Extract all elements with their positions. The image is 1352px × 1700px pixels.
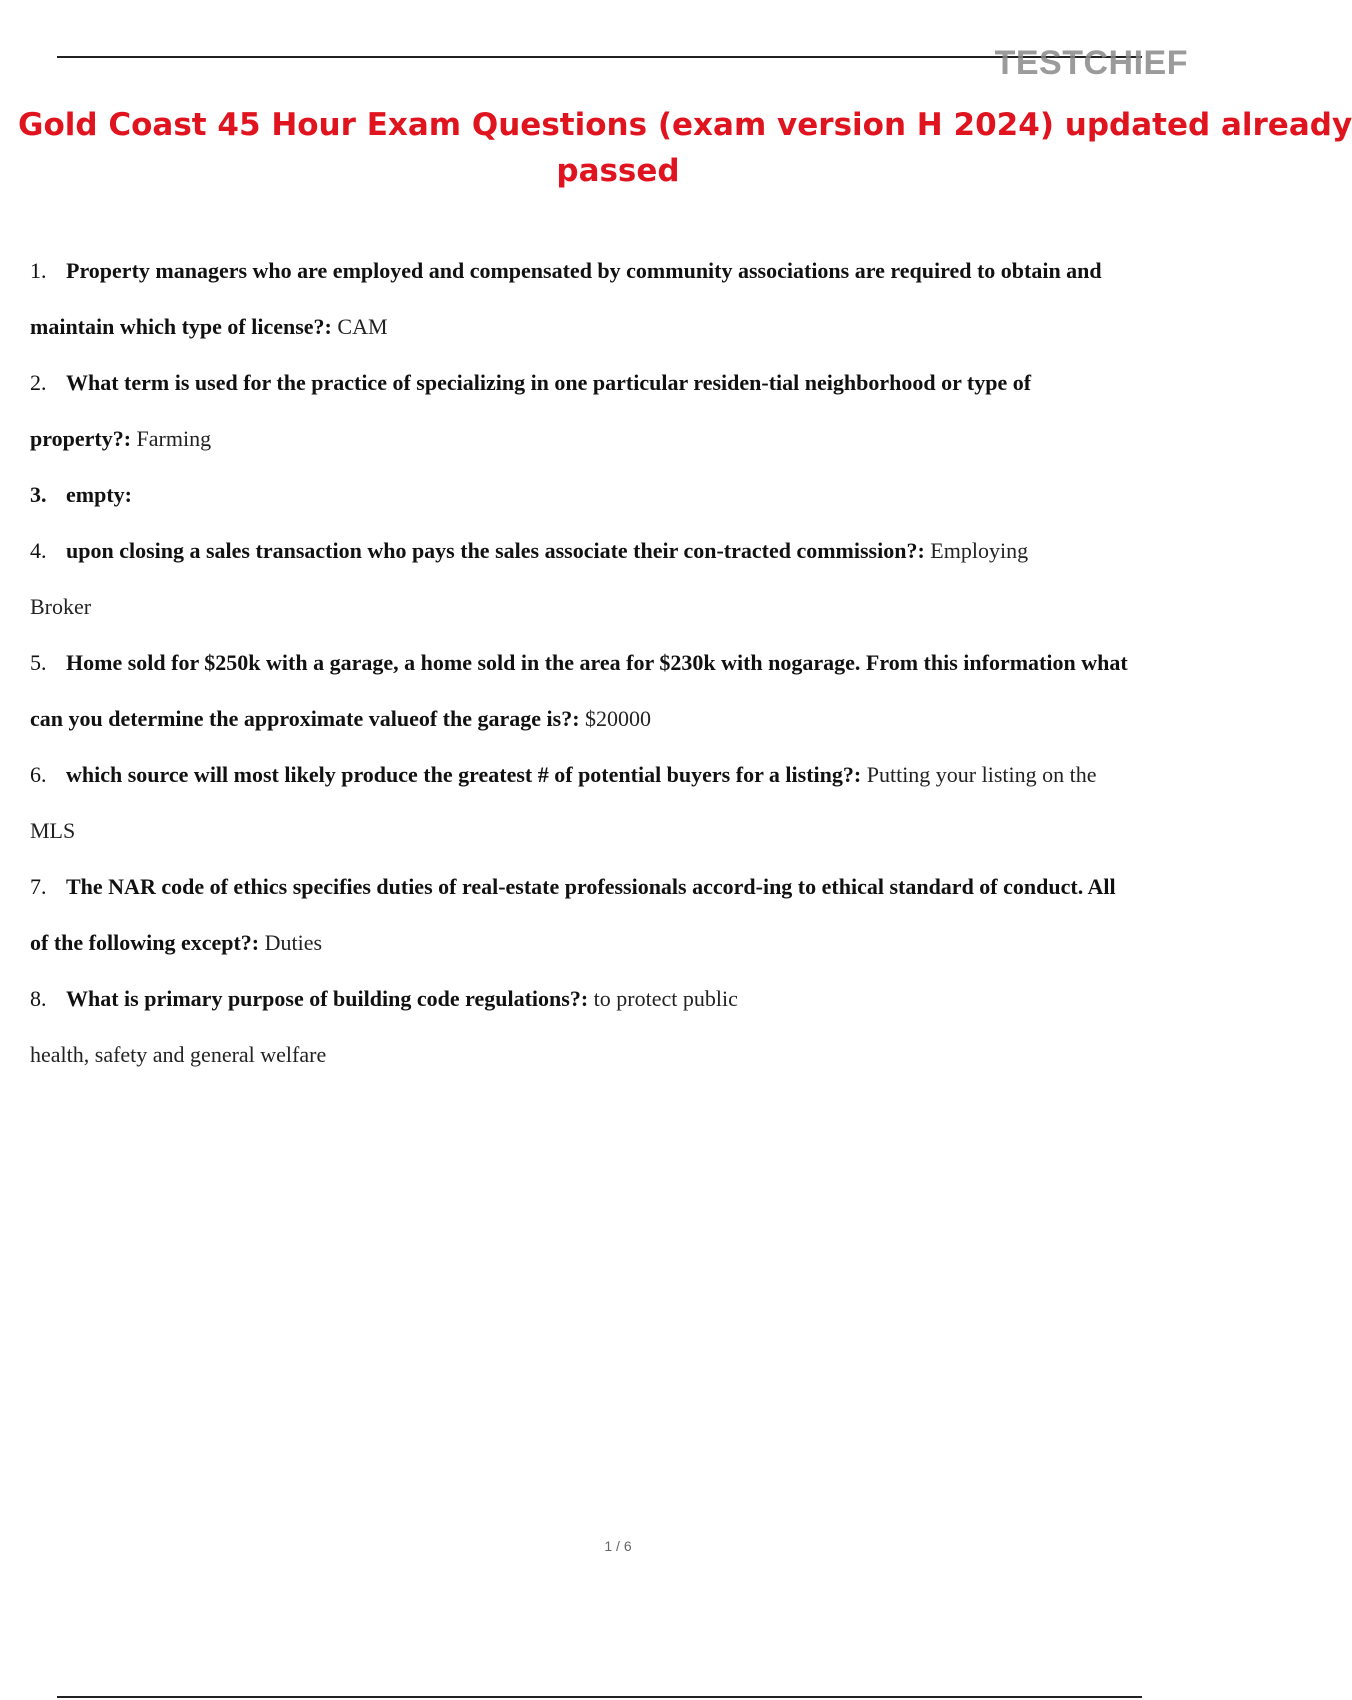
- question-number: 5.: [30, 650, 47, 675]
- answer-text: CAM: [331, 314, 388, 339]
- testchief-watermark: TESTCHIEF: [994, 44, 1188, 82]
- answer-text: Duties: [259, 930, 323, 955]
- question-number: 3.: [30, 482, 47, 507]
- question-number: 2.: [30, 370, 47, 395]
- question-number: 8.: [30, 986, 47, 1011]
- question-item-8: [30, 971, 1200, 1083]
- question-text: Home sold for $250k with a garage, a home sold in the area for $230k with nogarage. From this information what: [66, 650, 1128, 675]
- question-text: What is primary purpose of building code regulations?:: [66, 986, 589, 1011]
- question-text: of the following except?:: [30, 930, 260, 955]
- question-text: maintain which type of license?:: [30, 314, 332, 339]
- question-item-5: [30, 635, 1200, 747]
- question-line: [30, 243, 1200, 299]
- answer-text: Broker: [30, 594, 92, 619]
- answer-text: Putting your listing on the: [861, 762, 1097, 787]
- document-title: [18, 102, 1352, 148]
- question-item-1: [30, 243, 1200, 355]
- question-line: [30, 747, 1200, 803]
- question-item-7: [30, 859, 1200, 971]
- question-item-3: [30, 467, 1200, 523]
- question-text: which source will most likely produce the greatest # of potential buyers for a listing?:: [66, 762, 862, 787]
- top-rule: [57, 56, 1142, 58]
- question-text: What term is used for the practice of specializing in one particular residen-tial neighborhood or type of: [66, 370, 1032, 395]
- question-number: 6.: [30, 762, 47, 787]
- question-number: 4.: [30, 538, 47, 563]
- answer-text: Farming: [131, 426, 212, 451]
- question-line: [30, 859, 1200, 915]
- question-line: [30, 915, 1200, 971]
- answer-text: health, safety and general welfare: [30, 1042, 327, 1067]
- question-number: 1.: [30, 258, 47, 283]
- document-title-line1: Gold Coast 45 Hour Exam Questions (exam version H 2024) updated already: [18, 107, 1352, 143]
- question-text: can you determine the approximate valueof the garage is?:: [30, 706, 580, 731]
- answer-text: MLS: [30, 818, 76, 843]
- answer-text: Employing: [924, 538, 1029, 563]
- bottom-rule: [57, 1696, 1142, 1698]
- question-line: [30, 803, 1200, 859]
- question-line: [30, 635, 1200, 691]
- question-text: property?:: [30, 426, 132, 451]
- page-number: 1 / 6: [604, 1538, 632, 1554]
- question-item-4: [30, 523, 1200, 635]
- question-line: [30, 971, 1200, 1027]
- question-line: [30, 579, 1200, 635]
- question-list: [30, 243, 1200, 1083]
- question-line: [30, 467, 1200, 523]
- question-item-2: [30, 355, 1200, 467]
- question-text: The NAR code of ethics specifies duties of real-estate professionals accord-ing to ethical standard of conduct. All: [66, 874, 1116, 899]
- question-line: [30, 523, 1200, 579]
- question-line: [30, 411, 1200, 467]
- question-text: upon closing a sales transaction who pays the sales associate their con-tracted commission?:: [66, 538, 925, 563]
- question-line: [30, 299, 1200, 355]
- answer-text: $20000: [579, 706, 652, 731]
- answer-text: to protect public: [588, 986, 738, 1011]
- question-line: [30, 355, 1200, 411]
- document-title-line2: passed: [556, 153, 680, 189]
- question-item-6: [30, 747, 1200, 859]
- question-text: Property managers who are employed and compensated by community associations are required to obtain and: [66, 258, 1102, 283]
- question-number: 7.: [30, 874, 47, 899]
- question-line: [30, 691, 1200, 747]
- question-line: [30, 1027, 1200, 1083]
- question-text: empty:: [66, 482, 132, 507]
